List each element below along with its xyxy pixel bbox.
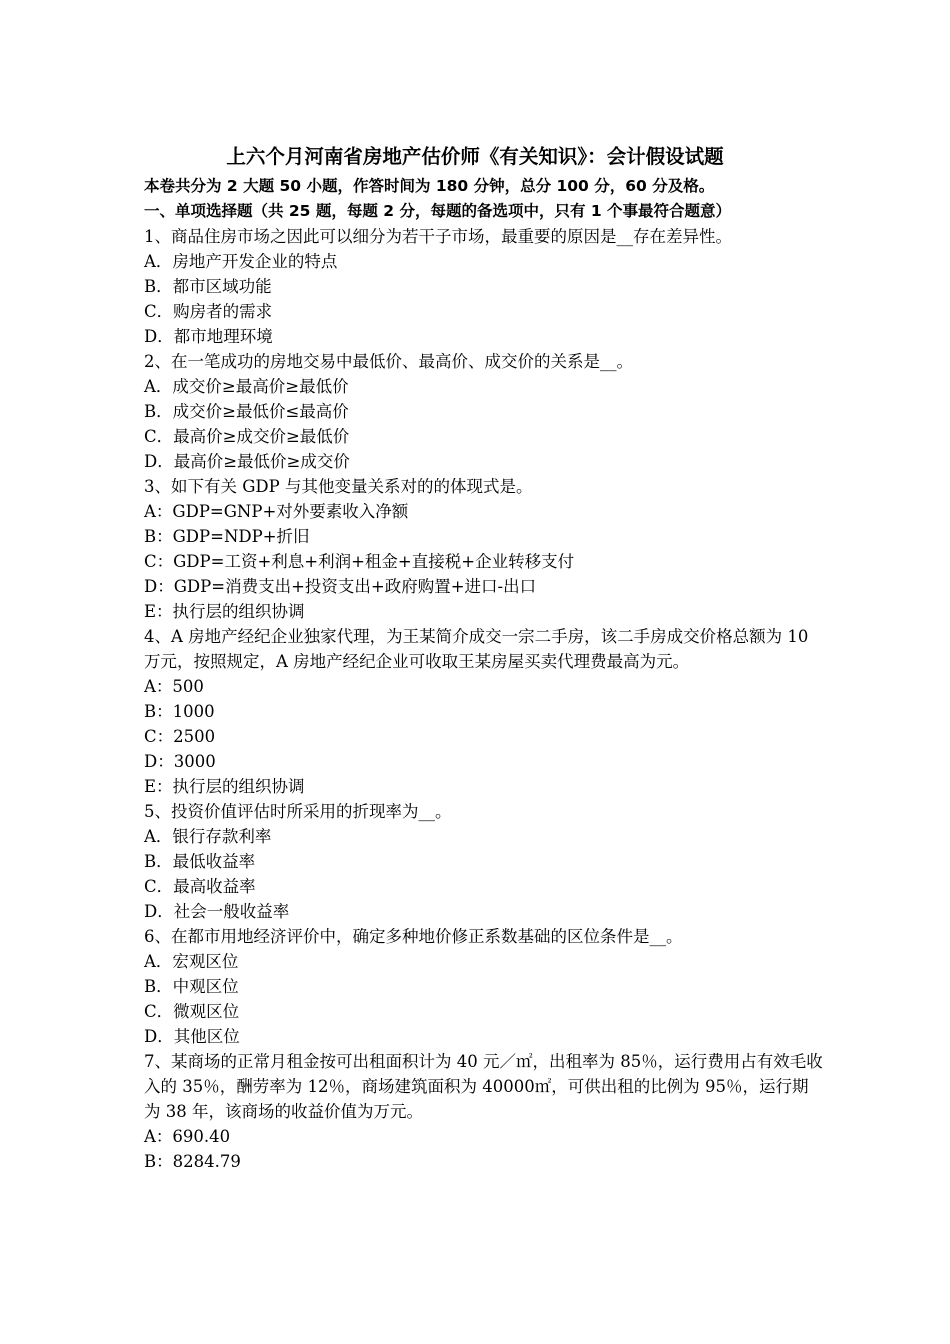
option-d: D．其他区位 (144, 1027, 240, 1046)
question-stem: 4、A 房地产经纪企业独家代理，为王某简介成交一宗二手房，该二手房成交价格总额为 10 万元，按照规定，A 房地产经纪企业可收取王某房屋买卖代理费最高为元。 (144, 627, 809, 671)
question-7 (144, 1049, 824, 1174)
option-c: C．最高收益率 (144, 877, 256, 896)
option-b: B．最低收益率 (144, 852, 256, 871)
question-3 (144, 474, 824, 624)
section-heading: 一、单项选择题（共 25 题，每题 2 分，每题的备选项中，只有 1 个事最符合题意） (144, 202, 732, 220)
question-stem: 2、在一笔成功的房地交易中最低价、最高价、成交价的关系是__。 (144, 352, 633, 371)
question-stem: 7、某商场的正常月租金按可出租面积计为 40 元／㎡，出租率为 85％，运行费用占有效毛收入的 35％，酬劳率为 12％，商场建筑面积为 40000㎡，可供出租的比例为 95％，运行期为 38 年，该商场的收益价值为万元。 (144, 1052, 823, 1121)
option-d: D．最高价≥最低价≥成交价 (144, 452, 350, 471)
exam-intro: 本卷共分为 2 大题 50 小题，作答时间为 180 分钟，总分 100 分，60 分及格。 (144, 177, 715, 195)
option-a: A：GDP=GNP+对外要素收入净额 (144, 502, 409, 521)
option-d: D：3000 (144, 752, 216, 771)
document-title: 上六个月河南省房地产估价师《有关知识》：会计假设试题 (226, 145, 724, 168)
option-b: B：8284.79 (144, 1152, 241, 1171)
option-b: B．成交价≥最低价≤最高价 (144, 402, 349, 421)
option-e: E：执行层的组织协调 (144, 602, 305, 621)
option-a: A：500 (144, 677, 204, 696)
option-c: C．购房者的需求 (144, 302, 273, 321)
option-c: C：GDP=工资+利息+利润+租金+直接税+企业转移支付 (144, 552, 575, 571)
question-1 (144, 224, 824, 349)
option-a: A．房地产开发企业的特点 (144, 252, 338, 271)
option-b: B．中观区位 (144, 977, 239, 996)
question-5 (144, 799, 824, 924)
option-a: A．宏观区位 (144, 952, 239, 971)
question-6 (144, 924, 824, 1049)
option-d: D．社会一般收益率 (144, 902, 290, 921)
option-a: A：690.40 (144, 1127, 231, 1146)
option-a: A．成交价≥最高价≥最低价 (144, 377, 349, 396)
option-c: C：2500 (144, 727, 216, 746)
option-b: B：GDP=NDP+折旧 (144, 527, 310, 546)
option-e: E：执行层的组织协调 (144, 777, 305, 796)
question-stem: 5、投资价值评估时所采用的折现率为__。 (144, 802, 452, 821)
option-b: B：1000 (144, 702, 215, 721)
document-body (144, 174, 824, 1174)
question-2 (144, 349, 824, 474)
option-c: C．微观区位 (144, 1002, 240, 1021)
option-d: D．都市地理环境 (144, 327, 273, 346)
question-stem: 1、商品住房市场之因此可以细分为若干子市场，最重要的原因是__存在差异性。 (144, 227, 732, 246)
question-stem: 6、在都市用地经济评价中，确定多种地价修正系数基础的区位条件是__。 (144, 927, 683, 946)
option-a: A．银行存款利率 (144, 827, 272, 846)
option-d: D：GDP=消费支出+投资支出+政府购置+进口-出口 (144, 577, 537, 596)
question-4 (144, 624, 824, 799)
option-c: C．最高价≥成交价≥最低价 (144, 427, 350, 446)
question-stem: 3、如下有关 GDP 与其他变量关系对的的体现式是。 (144, 477, 533, 496)
option-b: B．都市区域功能 (144, 277, 272, 296)
